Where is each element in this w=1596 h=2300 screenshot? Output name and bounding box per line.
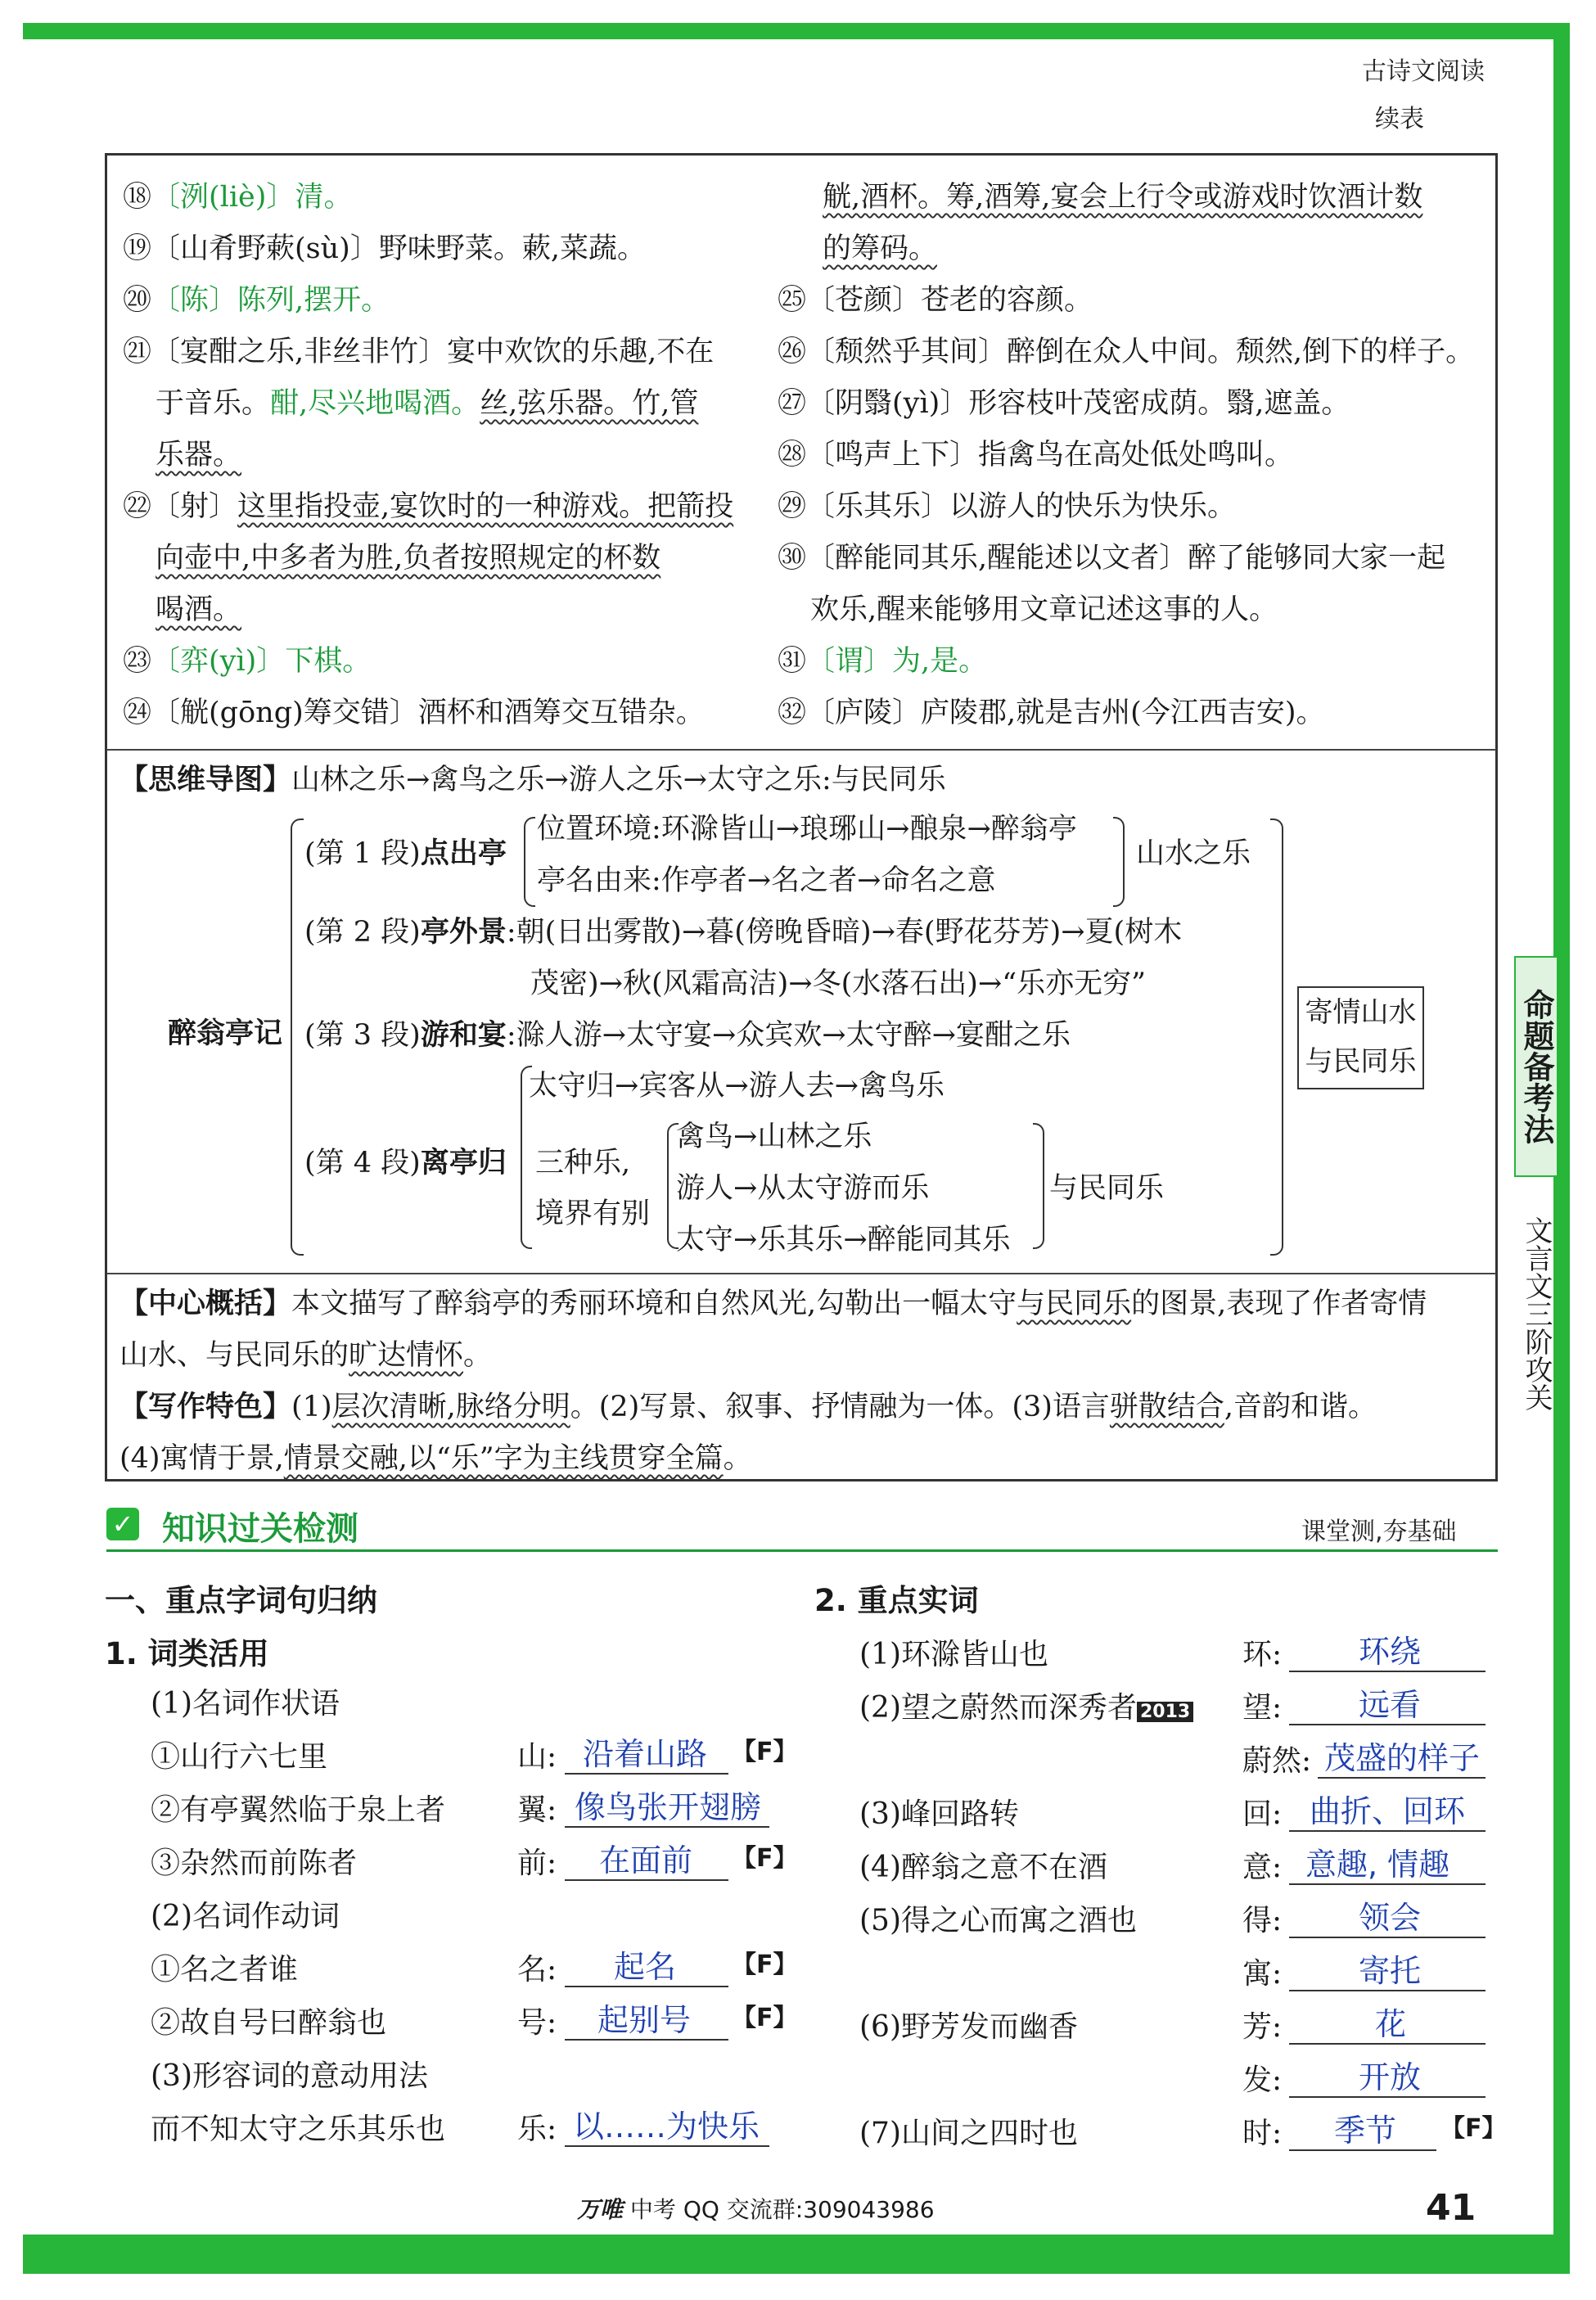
- note-21-line3: 乐器。: [156, 439, 242, 471]
- p2-q8: (6)野芳发而幽香: [859, 2010, 1078, 2044]
- p4-visitors: 游人→从太守游而乐: [676, 1172, 930, 1205]
- p4-label: (第 4 段)离亭归: [304, 1147, 507, 1179]
- p2-char3: 蔚然:: [1242, 1744, 1312, 1778]
- g2-tag2: 【F】: [732, 2004, 798, 2032]
- g1-q1: ①山行六七里: [151, 1740, 328, 1774]
- g3-char1: 乐:: [517, 2113, 557, 2146]
- g1-line1: [565, 1773, 728, 1775]
- note-25: ㉕〔苍颜〕苍老的容颜。: [778, 284, 1093, 317]
- p1-result: 山水之乐: [1136, 837, 1251, 870]
- g2-line1: [565, 1986, 728, 1987]
- g3-line1: [565, 2145, 769, 2147]
- g1-ans3[interactable]: 在面前: [599, 1842, 693, 1878]
- note-29: ㉙〔乐其乐〕以游人的快乐为快乐。: [778, 490, 1237, 523]
- note-24-cont-line2: 的筹码。: [823, 232, 938, 265]
- p2-char8: 芳:: [1242, 2010, 1283, 2044]
- g1-char2: 翼:: [517, 1793, 557, 1827]
- p4-return: 太守归→宾客从→游人去→禽鸟乐: [529, 1070, 945, 1103]
- mindmap-root: 醉翁亭记: [168, 1017, 283, 1050]
- note-27: ㉗〔阴翳(yì)〕形容枝叶茂密成荫。翳,遮盖。: [778, 387, 1350, 420]
- central-line1: 【中心概括】本文描写了醉翁亭的秀丽环境和自然风光,勾勒出一幅太守与民同乐的图景,表现了作者寄情: [119, 1288, 1427, 1320]
- note-32: ㉜〔庐陵〕庐陵郡,就是吉州(今江西吉安)。: [778, 697, 1325, 729]
- p3-line: (第 3 段)游和宴:滁人游→太守宴→众宾欢→太守醉→宴酣之乐: [304, 1019, 1071, 1052]
- note-26: ㉖〔颓然乎其间〕醉倒在众人中间。颓然,倒下的样子。: [778, 336, 1475, 368]
- p2-char4: 回:: [1242, 1797, 1283, 1831]
- p2-line10: [1289, 2149, 1436, 2151]
- p2-line8: [1289, 2043, 1486, 2045]
- section-title: 知识过关检测: [162, 1510, 358, 1548]
- g2-ans2[interactable]: 起别号: [597, 2002, 692, 2038]
- p2-q10: (7)山间之四时也: [859, 2117, 1078, 2150]
- g2-q1: ①名之者谁: [151, 1953, 299, 1987]
- note-22-line1: ㉒〔射〕这里指投壶,宴饮时的一种游戏。把箭投: [123, 490, 734, 523]
- continued-label: 续表: [1375, 105, 1424, 133]
- g2-char1: 名:: [517, 1953, 557, 1987]
- page-number: 41: [1426, 2187, 1477, 2229]
- p2-line9: [1289, 2096, 1486, 2098]
- p2-line7: [1289, 1990, 1486, 1991]
- note-23: ㉓〔弈(yì)〕下棋。: [123, 645, 372, 678]
- side-tab-classical[interactable]: 文言文三阶攻关: [1520, 1216, 1553, 1411]
- g1-char3: 前:: [517, 1847, 557, 1880]
- part1-sub1: 1. 词类活用: [105, 1636, 269, 1671]
- p2-ans6[interactable]: 领会: [1359, 1900, 1422, 1936]
- p1-brace-right: [1113, 817, 1125, 907]
- p4-three-2: 境界有别: [535, 1197, 651, 1230]
- g1-q2: ②有亭翼然临于泉上者: [151, 1793, 446, 1827]
- p2-line6: [1289, 1937, 1486, 1938]
- note-18: ⑱〔洌(liè)〕清。: [123, 181, 353, 214]
- p2-q5: (4)醉翁之意不在酒: [859, 1851, 1107, 1884]
- p2-ans3[interactable]: 茂盛的样子: [1324, 1740, 1481, 1776]
- p2-char9: 发:: [1242, 2063, 1283, 2097]
- section-underline: [106, 1549, 1498, 1552]
- root-brace: [291, 819, 304, 1256]
- group2-title: (2)名词作动词: [151, 1900, 340, 1933]
- mindmap-header: 【思维导图】山林之乐→禽鸟之乐→游人之乐→太守之乐:与民同乐: [119, 764, 946, 796]
- p2-line4: [1289, 1830, 1486, 1832]
- note-24-cont-line1: 觥,酒杯。筹,酒筹,宴会上行令或游戏时饮酒计数: [823, 181, 1423, 214]
- p1-position: 位置环境:环滁皆山→琅琊山→酿泉→醉翁亭: [537, 813, 1077, 846]
- p2-tag10: 【F】: [1440, 2114, 1507, 2143]
- p2-line1: [1289, 1671, 1486, 1672]
- part1-title: 一、重点字词句归纳: [105, 1583, 377, 1618]
- p4-result: 与民同乐: [1049, 1172, 1165, 1205]
- p2-q4: (3)峰回路转: [859, 1797, 1019, 1831]
- p2-ans7[interactable]: 寄托: [1359, 1953, 1422, 1989]
- note-22-line2: 向壶中,中多者为胜,负者按照规定的杯数: [156, 542, 661, 575]
- section-subtitle: 课堂测,夯基础: [1301, 1518, 1457, 1546]
- p1-name-origin: 亭名由来:作亭者→名之者→命名之意: [537, 864, 996, 897]
- right-brace: [1270, 819, 1283, 1256]
- p4-birds: 禽鸟→山林之乐: [676, 1121, 872, 1153]
- g2-char2: 号:: [517, 2006, 557, 2040]
- g1-q3: ③杂然而前陈者: [151, 1847, 358, 1880]
- page-border-top: [23, 23, 1570, 39]
- g1-tag3: 【F】: [732, 1844, 798, 1873]
- p2-line3: [1318, 1777, 1486, 1779]
- note-31: ㉛〔谓〕为,是。: [778, 645, 988, 678]
- p2-q1: (1)环滁皆山也: [859, 1638, 1048, 1671]
- g1-char1: 山:: [517, 1740, 557, 1774]
- section-header: 古诗文阅读: [1362, 57, 1485, 86]
- note-19: ⑲〔山肴野蔌(sù)〕野味野菜。蔌,菜蔬。: [123, 232, 646, 265]
- result-box-line1: 寄情山水: [1305, 996, 1417, 1029]
- p2-line2: 茂密)→秋(风霜高洁)→冬(水落石出)→“乐亦无穷”: [530, 967, 1147, 1000]
- p2-line2: [1289, 1724, 1486, 1725]
- p1-brace: [524, 817, 535, 907]
- check-icon: ✓: [106, 1508, 139, 1540]
- note-20: ⑳〔陈〕陈列,摆开。: [123, 284, 390, 317]
- g1-line3: [565, 1879, 728, 1881]
- group1-title: (1)名词作状语: [151, 1687, 340, 1720]
- p2-char6: 得:: [1242, 1904, 1283, 1937]
- note-21-line1: ㉑〔宴酣之乐,非丝非竹〕宴中欢饮的乐趣,不在: [123, 336, 715, 368]
- divider-mindmap: [106, 1273, 1496, 1274]
- result-box: [1297, 986, 1424, 1089]
- g1-tag1: 【F】: [732, 1738, 798, 1766]
- central-line2: 山水、与民同乐的旷达情怀。: [119, 1339, 493, 1372]
- p2-line5: [1289, 1883, 1486, 1885]
- p2-ans5[interactable]: 意趣, 情趣: [1305, 1847, 1450, 1883]
- g1-ans1[interactable]: 沿着山路: [583, 1736, 708, 1772]
- p4-governor: 太守→乐其乐→醉能同其乐: [676, 1224, 1011, 1256]
- year-badge: 2013: [1137, 1702, 1193, 1722]
- p2-char1: 环:: [1242, 1638, 1283, 1671]
- p2-char7: 寓:: [1242, 1957, 1283, 1991]
- p4-three-1: 三种乐,: [535, 1147, 631, 1179]
- side-tab-exam[interactable]: 命题备考法: [1514, 956, 1557, 1177]
- g2-tag1: 【F】: [732, 1950, 798, 1979]
- note-21-line2: 于音乐。酣,尽兴地喝酒。丝,弦乐器。竹,管: [156, 387, 699, 420]
- divider-notes: [106, 749, 1496, 751]
- result-box-line2: 与民同乐: [1305, 1045, 1417, 1078]
- p2-ans1[interactable]: 环绕: [1359, 1634, 1422, 1670]
- p1-label: (第 1 段)点出亭: [304, 837, 507, 870]
- note-30-line2: 欢乐,醒来能够用文章记述这事的人。: [810, 593, 1278, 626]
- page-border-bottom: [23, 2235, 1570, 2274]
- footer-text: 万唯 中考 QQ 交流群:309043986: [577, 2196, 935, 2223]
- group3-title: (3)形容词的意动用法: [151, 2059, 428, 2093]
- p2-char5: 意:: [1242, 1851, 1283, 1884]
- g3-q1: 而不知太守之乐其乐也: [151, 2113, 446, 2146]
- part2-title: 2. 重点实词: [814, 1583, 979, 1618]
- p2-ans8[interactable]: 花: [1375, 2006, 1407, 2042]
- g2-q2: ②故自号曰醉翁也: [151, 2006, 387, 2040]
- p2-line1: (第 2 段)亭外景:朝(日出雾散)→暮(傍晚昏暗)→春(野花芬芳)→夏(树木: [304, 916, 1183, 949]
- writing-line1: 【写作特色】(1)层次清晰,脉络分明。(2)写景、叙事、抒情融为一体。(3)语言骈散结合,音韵和谐。: [119, 1391, 1377, 1423]
- writing-line2: (4)寓情于景,情景交融,以“乐”字为主线贯穿全篇。: [119, 1442, 752, 1475]
- g2-line2: [565, 2039, 728, 2041]
- p2-char10: 时:: [1242, 2117, 1283, 2150]
- p2-ans4[interactable]: 曲折、回环: [1310, 1793, 1466, 1829]
- brand-logo: 万唯: [577, 2196, 624, 2223]
- note-22-line3: 喝酒。: [156, 593, 242, 626]
- note-28: ㉘〔鸣声上下〕指禽鸟在高处低处鸣叫。: [778, 439, 1294, 471]
- g1-line2: [565, 1826, 769, 1828]
- p4-inner-brace-right: [1033, 1123, 1044, 1249]
- p2-q2: (2)望之蔚然而深秀者 2013: [859, 1682, 1193, 1734]
- p2-ans10[interactable]: 季节: [1334, 2113, 1397, 2149]
- note-30-line1: ㉚〔醉能同其乐,醒能述以文者〕醉了能够同大家一起: [778, 542, 1446, 575]
- g3-ans1[interactable]: 以……为快乐: [573, 2108, 760, 2144]
- p2-ans2[interactable]: 远看: [1359, 1687, 1422, 1723]
- note-24: ㉔〔觥(gōng)筹交错〕酒杯和酒筹交互错杂。: [123, 697, 705, 729]
- p2-char2: 望:: [1242, 1691, 1283, 1725]
- p2-ans9[interactable]: 开放: [1359, 2059, 1422, 2095]
- g2-ans1[interactable]: 起名: [614, 1949, 677, 1985]
- g1-ans2[interactable]: 像鸟张开翅膀: [575, 1789, 762, 1825]
- p2-q6: (5)得之心而寓之酒也: [859, 1904, 1137, 1937]
